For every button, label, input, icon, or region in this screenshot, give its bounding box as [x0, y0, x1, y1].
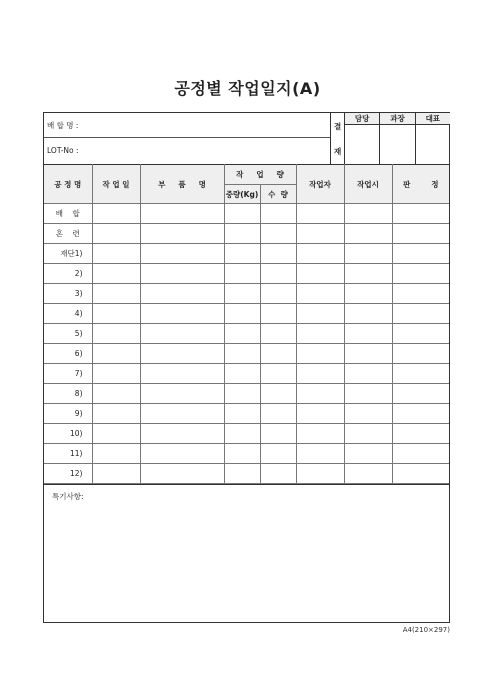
header-count: 수 량 [260, 185, 296, 204]
header-weight: 중량(Kg) [224, 185, 260, 204]
table-row [44, 224, 449, 244]
table-cell[interactable] [344, 344, 392, 364]
mix-name-field[interactable] [44, 113, 330, 138]
paper-size-label: A4(210×297) [402, 626, 450, 634]
table-cell[interactable] [92, 224, 140, 244]
table-cell[interactable] [344, 284, 392, 304]
lot-no-label: LOT-No : [47, 146, 79, 155]
row-process-label: 배 합 [44, 204, 92, 224]
row-process-label: 9) [44, 404, 92, 424]
table-cell[interactable] [224, 444, 260, 464]
table-cell[interactable] [296, 404, 344, 424]
table-cell[interactable] [92, 364, 140, 384]
table-cell[interactable] [92, 324, 140, 344]
row-process-label: 10) [44, 424, 92, 444]
row-process-label: 3) [44, 284, 92, 304]
table-cell[interactable] [260, 244, 296, 264]
header-work-quantity: 작 업 량 [224, 165, 296, 185]
table-cell[interactable] [260, 464, 296, 484]
table-row [44, 324, 449, 344]
table-cell[interactable] [296, 424, 344, 444]
table-cell[interactable] [296, 384, 344, 404]
table-cell[interactable] [296, 464, 344, 484]
table-cell[interactable] [224, 424, 260, 444]
table-row [44, 384, 449, 404]
table-cell[interactable] [260, 364, 296, 384]
table-cell[interactable] [224, 344, 260, 364]
table-cell[interactable] [344, 364, 392, 384]
special-notes-area[interactable] [44, 484, 449, 622]
table-cell[interactable] [296, 344, 344, 364]
header-process-name: 공 정 명 [44, 165, 92, 204]
table-cell[interactable] [260, 264, 296, 284]
table-cell[interactable] [344, 464, 392, 484]
table-cell[interactable] [392, 384, 449, 404]
table-cell[interactable] [224, 304, 260, 324]
table-cell[interactable] [92, 344, 140, 364]
info-section [44, 113, 330, 164]
row-process-label: 7) [44, 364, 92, 384]
table-cell[interactable] [92, 444, 140, 464]
table-cell[interactable] [224, 264, 260, 284]
table-cell[interactable] [92, 244, 140, 264]
table-cell[interactable] [224, 224, 260, 244]
table-cell[interactable] [140, 264, 224, 284]
table-cell[interactable] [140, 424, 224, 444]
table-cell[interactable] [260, 384, 296, 404]
table-cell[interactable] [392, 344, 449, 364]
table-cell[interactable] [296, 324, 344, 344]
approval-box [330, 113, 450, 164]
table-cell[interactable] [224, 404, 260, 424]
table-cell[interactable] [344, 224, 392, 244]
table-cell[interactable] [140, 324, 224, 344]
table-cell[interactable] [140, 284, 224, 304]
table-cell[interactable] [260, 284, 296, 304]
table-cell[interactable] [224, 244, 260, 264]
row-process-label: 12) [44, 464, 92, 484]
table-row [44, 244, 449, 264]
signature-cell-ceo[interactable] [416, 125, 450, 164]
table-cell[interactable] [344, 204, 392, 224]
table-row [44, 284, 449, 304]
table-cell[interactable] [224, 384, 260, 404]
table-cell[interactable] [392, 464, 449, 484]
table-cell[interactable] [344, 404, 392, 424]
signature-cell-manager[interactable] [345, 125, 380, 164]
header-judgement: 판 정 [392, 165, 449, 204]
work-log-sheet [43, 112, 450, 623]
table-cell[interactable] [260, 224, 296, 244]
table-cell[interactable] [140, 404, 224, 424]
row-process-label: 11) [44, 444, 92, 464]
table-cell[interactable] [140, 364, 224, 384]
table-cell[interactable] [392, 424, 449, 444]
table-cell[interactable] [392, 224, 449, 244]
table-cell[interactable] [392, 264, 449, 284]
header-work-time: 작업시 [344, 165, 392, 204]
table-cell[interactable] [392, 204, 449, 224]
table-cell[interactable] [224, 204, 260, 224]
table-cell[interactable] [140, 444, 224, 464]
table-cell[interactable] [140, 204, 224, 224]
table-cell[interactable] [296, 304, 344, 324]
table-cell[interactable] [296, 224, 344, 244]
table-cell[interactable] [224, 364, 260, 384]
table-row [44, 464, 449, 484]
approval-side-bottom: 재 [334, 147, 342, 156]
lot-no-field[interactable] [44, 138, 330, 164]
row-process-label: 2) [44, 264, 92, 284]
signature-cell-section-chief[interactable] [380, 125, 415, 164]
table-cell[interactable] [140, 304, 224, 324]
table-cell[interactable] [260, 344, 296, 364]
table-cell[interactable] [224, 464, 260, 484]
approval-col-ceo: 대표 [425, 114, 441, 123]
table-cell[interactable] [296, 284, 344, 304]
row-process-label: 혼 련 [44, 224, 92, 244]
table-cell[interactable] [224, 324, 260, 344]
row-process-label: 4) [44, 304, 92, 324]
table-cell[interactable] [92, 424, 140, 444]
approval-grid [345, 113, 450, 164]
table-cell[interactable] [92, 204, 140, 224]
page-title: 공정별 작업일지(A) [174, 79, 321, 98]
table-cell[interactable] [392, 244, 449, 264]
table-row [44, 444, 449, 464]
header-work-date: 작 업 일 [92, 165, 140, 204]
table-row [44, 364, 449, 384]
table-cell[interactable] [392, 324, 449, 344]
table-cell[interactable] [92, 264, 140, 284]
table-cell[interactable] [92, 464, 140, 484]
row-process-label: 5) [44, 324, 92, 344]
table-cell[interactable] [344, 424, 392, 444]
table-cell[interactable] [344, 324, 392, 344]
table-cell[interactable] [92, 384, 140, 404]
table-cell[interactable] [296, 244, 344, 264]
row-process-label: 6) [44, 344, 92, 364]
table-cell[interactable] [260, 404, 296, 424]
table-row [44, 264, 449, 284]
table-cell[interactable] [224, 284, 260, 304]
approval-side-top: 결 [334, 122, 342, 131]
row-process-label: 8) [44, 384, 92, 404]
table-cell[interactable] [392, 404, 449, 424]
table-cell[interactable] [344, 444, 392, 464]
table-cell[interactable] [140, 464, 224, 484]
table-cell[interactable] [344, 384, 392, 404]
table-cell[interactable] [140, 244, 224, 264]
table-cell[interactable] [392, 304, 449, 324]
table-cell[interactable] [92, 404, 140, 424]
mix-name-label: 배 합 명 : [47, 121, 79, 130]
table-cell[interactable] [140, 384, 224, 404]
approval-col-manager: 담당 [345, 113, 380, 124]
table-row [44, 204, 449, 224]
table-cell[interactable] [392, 444, 449, 464]
table-cell[interactable] [92, 304, 140, 324]
work-log-table [44, 164, 449, 484]
table-cell[interactable] [392, 284, 449, 304]
work-log-body [44, 204, 449, 484]
approval-header [345, 113, 450, 125]
table-row [44, 424, 449, 444]
table-cell[interactable] [260, 444, 296, 464]
row-process-label: 재단1) [44, 244, 92, 264]
table-cell[interactable] [344, 264, 392, 284]
table-cell[interactable] [92, 284, 140, 304]
table-row [44, 344, 449, 364]
table-cell[interactable] [140, 224, 224, 244]
table-cell[interactable] [344, 244, 392, 264]
table-cell[interactable] [260, 324, 296, 344]
table-cell[interactable] [260, 304, 296, 324]
table-cell[interactable] [392, 364, 449, 384]
table-cell[interactable] [296, 264, 344, 284]
approval-side-label [331, 113, 345, 164]
approval-signature-row [345, 125, 450, 164]
header-part-name: 부 품 명 [140, 165, 224, 204]
table-cell[interactable] [260, 424, 296, 444]
table-row [44, 404, 449, 424]
table-cell[interactable] [296, 364, 344, 384]
table-cell[interactable] [296, 444, 344, 464]
table-row [44, 304, 449, 324]
table-cell[interactable] [296, 204, 344, 224]
approval-col-section-chief: 과장 [380, 113, 415, 124]
table-cell[interactable] [140, 344, 224, 364]
table-cell[interactable] [344, 304, 392, 324]
special-notes-label: 특기사항: [52, 492, 84, 501]
table-cell[interactable] [260, 204, 296, 224]
header-worker: 작업자 [296, 165, 344, 204]
